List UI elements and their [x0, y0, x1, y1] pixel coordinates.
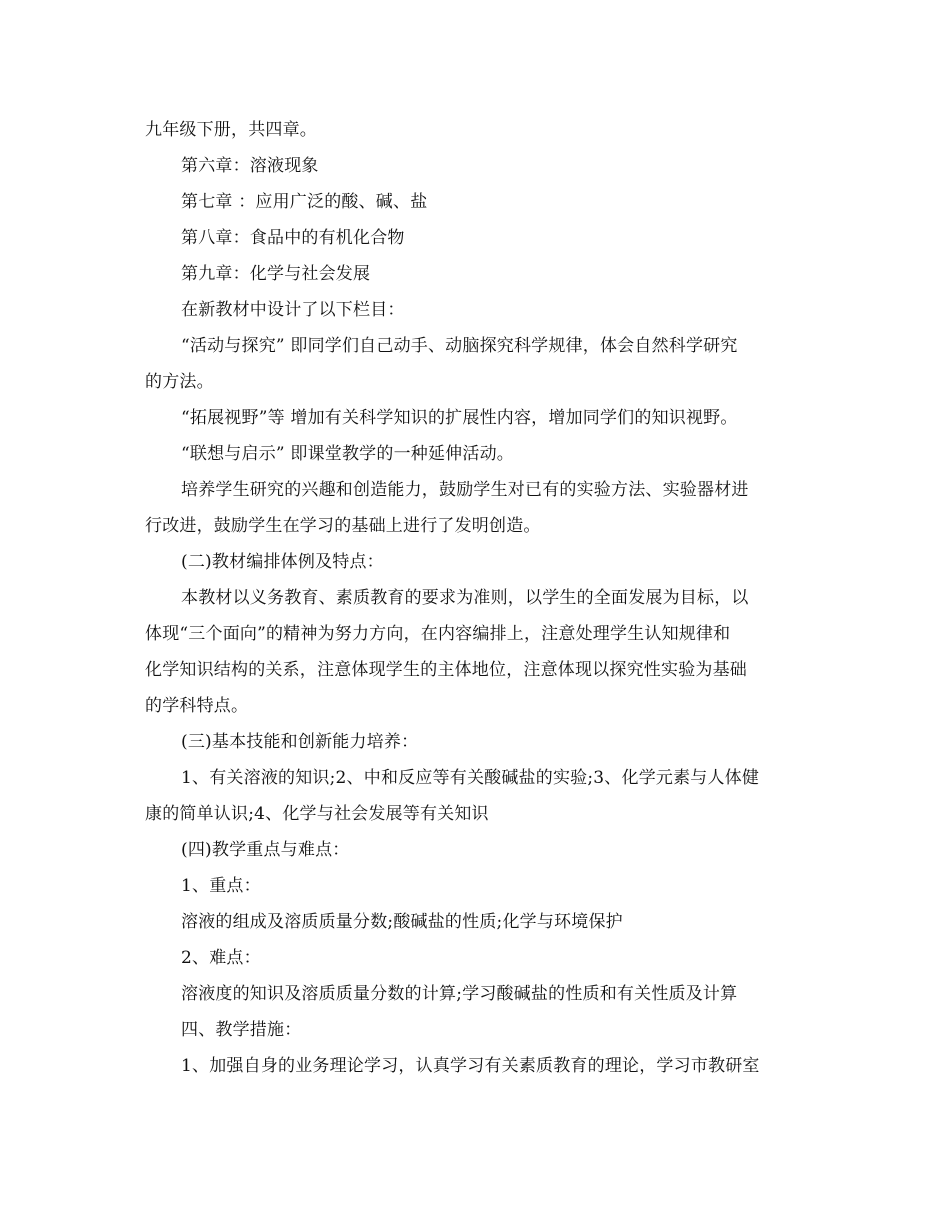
text-line: 第九章：化学与社会发展: [181, 264, 371, 284]
text-line: 1、重点：: [181, 876, 261, 896]
text-line: 的学科特点。: [145, 696, 249, 716]
text-line: 溶液的组成及溶质质量分数;酸碱盐的性质;化学与环境保护: [181, 912, 623, 932]
text-line: 本教材以义务教育、素质教育的要求为准则，以学生的全面发展为目标，以: [181, 588, 749, 608]
text-line: 第六章：溶液现象: [181, 156, 319, 176]
text-line: “拓展视野”等 增加有关科学知识的扩展性内容，增加同学们的知识视野。: [181, 408, 738, 428]
text-line: 在新教材中设计了以下栏目：: [181, 300, 405, 320]
section-heading: (三)基本技能和创新能力培养：: [181, 732, 419, 752]
text-line: 1、有关溶液的知识;2、中和反应等有关酸碱盐的实验;3、化学元素与人体健: [181, 768, 760, 788]
text-line: 体现“三个面向”的精神为努力方向，在内容编排上，注意处理学生认知规律和: [145, 624, 731, 644]
section-heading: 四、教学措施：: [181, 1020, 302, 1040]
text-line: 2、难点：: [181, 948, 261, 968]
text-line: 行改进，鼓励学生在学习的基础上进行了发明创造。: [145, 516, 541, 536]
text-line: 1、加强自身的业务理论学习，认真学习有关素质教育的理论，学习市教研室: [181, 1056, 760, 1076]
section-heading: (二)教材编排体例及特点：: [181, 552, 384, 572]
text-line: 化学知识结构的关系，注意体现学生的主体地位，注意体现以探究性实验为基础: [145, 660, 747, 680]
text-line: 第七章 ：应用广泛的酸、碱、盐: [181, 192, 428, 212]
text-line: 溶液度的知识及溶质质量分数的计算;学习酸碱盐的性质和有关性质及计算: [181, 984, 738, 1004]
text-line: 九年级下册，共四章。: [145, 120, 317, 140]
text-line: 第八章：食品中的有机化合物: [181, 228, 405, 248]
text-line: 的方法。: [145, 372, 214, 392]
text-line: “联想与启示” 即课堂教学的一种延伸活动。: [181, 444, 514, 464]
text-line: 培养学生研究的兴趣和创造能力，鼓励学生对已有的实验方法、实验器材进: [181, 480, 749, 500]
text-line: 康的简单认识;4、化学与社会发展等有关知识: [145, 804, 489, 824]
text-line: “活动与探究” 即同学们自己动手、动脑探究科学规律，体会自然科学研究: [181, 336, 738, 356]
section-heading: (四)教学重点与难点：: [181, 840, 350, 860]
